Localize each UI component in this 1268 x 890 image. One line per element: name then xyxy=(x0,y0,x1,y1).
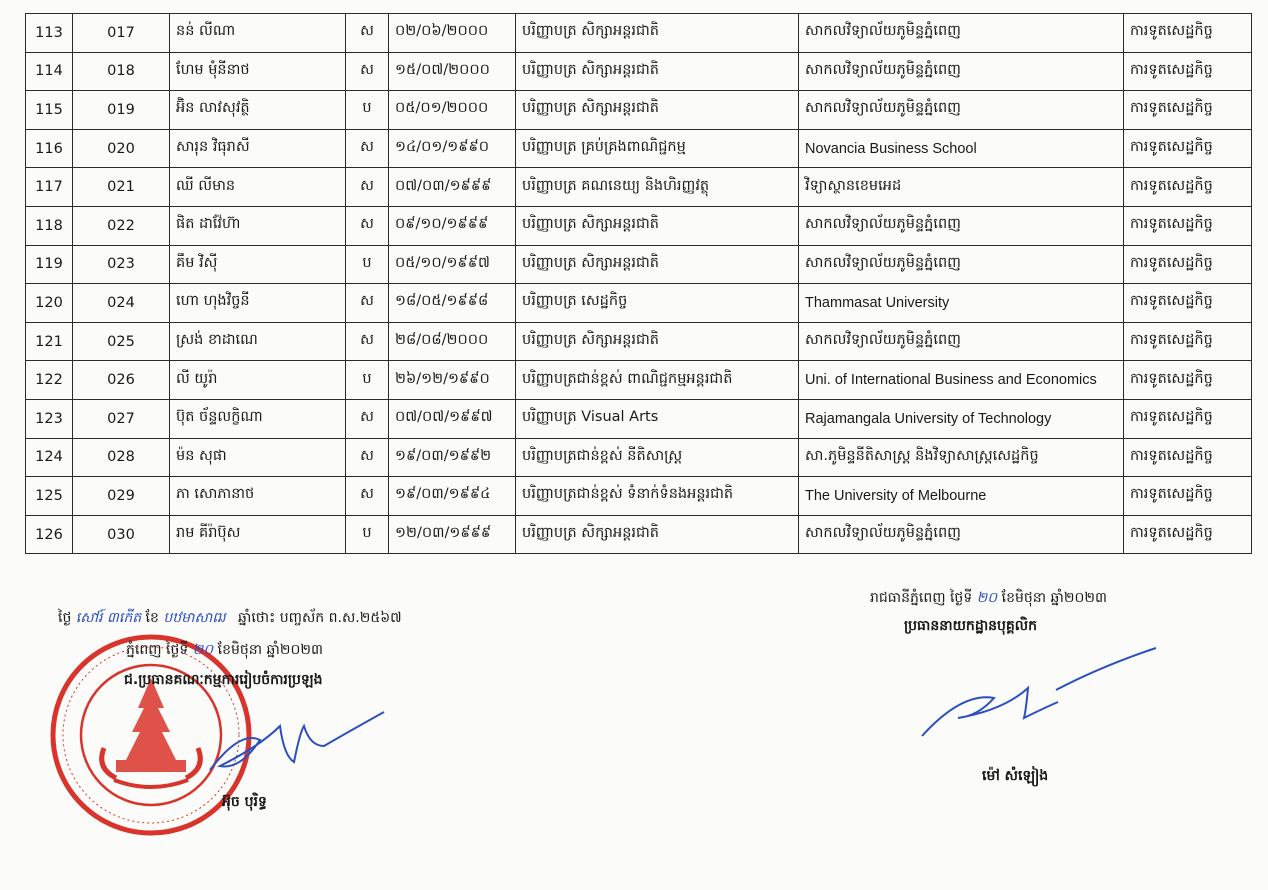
birth-date-cell: ០៧/០៣/១៩៩៩ xyxy=(389,168,516,207)
university-cell: សា.ភូមិន្ទនីតិសាស្ត្រ និងវិទ្យាសាស្ត្រសេដ្ឋកិច្ច xyxy=(799,438,1124,477)
ministry-cell: ការទូតសេដ្ឋកិច្ច xyxy=(1124,91,1252,130)
sex-cell: ស xyxy=(346,52,389,91)
degree-cell: បរិញ្ញាបត្រ សេដ្ឋកិច្ច xyxy=(516,284,799,323)
name-cell: ម៉ន សុផា xyxy=(170,438,346,477)
candidate-table xyxy=(25,13,1252,554)
sex-cell: ប xyxy=(346,361,389,400)
row-number-cell: 125 xyxy=(26,477,73,516)
name-cell: ឈី លីមាន xyxy=(170,168,346,207)
name-cell: ភា សោភានាថ xyxy=(170,477,346,516)
university-cell: Rajamangala University of Technology xyxy=(799,399,1124,438)
ministry-cell: ការទូតសេដ្ឋកិច្ច xyxy=(1124,52,1252,91)
candidate-code-cell: 018 xyxy=(73,52,170,91)
sex-cell: ស xyxy=(346,14,389,53)
university-cell: សាកលវិទ្យាល័យភូមិន្ទភ្នំពេញ xyxy=(799,91,1124,130)
name-cell: រាម គីរ៉ាប៊ុស xyxy=(170,515,346,554)
sex-cell: ស xyxy=(346,477,389,516)
birth-date-cell: ២៨/០៨/២០០០ xyxy=(389,322,516,361)
candidate-code-cell: 025 xyxy=(73,322,170,361)
table-row xyxy=(26,438,1252,477)
name-cell: នន់ លីណា xyxy=(170,14,346,53)
candidate-code-cell: 021 xyxy=(73,168,170,207)
birth-date-cell: ០៩/១០/១៩៩៩ xyxy=(389,206,516,245)
degree-cell: បរិញ្ញាបត្រ សិក្សាអន្តរជាតិ xyxy=(516,515,799,554)
right-date-line: រាជធានីភ្នំពេញ ថ្ងៃទី ២០ ខែមិថុនា ឆ្នាំ២០២៣ xyxy=(870,590,1107,606)
name-cell: ប៊ុត ច័ន្ទលក្ខិណា xyxy=(170,399,346,438)
ministry-cell: ការទូតសេដ្ឋកិច្ច xyxy=(1124,129,1252,168)
personnel-dept-title: ប្រធាននាយកដ្ឋានបុគ្គលិក xyxy=(904,618,1038,634)
sex-cell: ប xyxy=(346,91,389,130)
degree-cell: បរិញ្ញាបត្រ គ្រប់គ្រងពាណិជ្ជកម្ម xyxy=(516,129,799,168)
row-number-cell: 116 xyxy=(26,129,73,168)
sex-cell: ស xyxy=(346,399,389,438)
personnel-dept-signature-block xyxy=(840,586,1240,806)
table-row xyxy=(26,284,1252,323)
university-cell: សាកលវិទ្យាល័យភូមិន្ទភ្នំពេញ xyxy=(799,245,1124,284)
degree-cell: បរិញ្ញាបត្រ សិក្សាអន្តរជាតិ xyxy=(516,91,799,130)
gregorian-date-line: ភ្នំពេញ ថ្ងៃទី ២០ ខែមិថុនា ឆ្នាំ២០២៣ xyxy=(126,642,323,658)
row-number-cell: 113 xyxy=(26,14,73,53)
table-row xyxy=(26,91,1252,130)
birth-date-cell: ០៥/០១/២០០០ xyxy=(389,91,516,130)
table-row xyxy=(26,14,1252,53)
left-handwritten-signature xyxy=(190,698,390,788)
candidate-code-cell: 028 xyxy=(73,438,170,477)
sex-cell: ស xyxy=(346,284,389,323)
name-cell: អ៊ិន លាវសុវត្ថិ xyxy=(170,91,346,130)
row-number-cell: 126 xyxy=(26,515,73,554)
row-number-cell: 117 xyxy=(26,168,73,207)
birth-date-cell: ១៤/០១/១៩៩០ xyxy=(389,129,516,168)
candidate-code-cell: 026 xyxy=(73,361,170,400)
birth-date-cell: ០៧/០៧/១៩៩៧ xyxy=(389,399,516,438)
ministry-cell: ការទូតសេដ្ឋកិច្ច xyxy=(1124,284,1252,323)
name-cell: ផិត ដាវ៉ែហ៊ា xyxy=(170,206,346,245)
name-cell: សារុន វិធុរាសី xyxy=(170,129,346,168)
university-cell: The University of Melbourne xyxy=(799,477,1124,516)
birth-date-cell: ១២/០៣/១៩៩៩ xyxy=(389,515,516,554)
table-row xyxy=(26,52,1252,91)
university-cell: សាកលវិទ្យាល័យភូមិន្ទភ្នំពេញ xyxy=(799,14,1124,53)
birth-date-cell: ១៥/០៧/២០០០ xyxy=(389,52,516,91)
candidate-code-cell: 029 xyxy=(73,477,170,516)
degree-cell: បរិញ្ញាបត្រជាន់ខ្ពស់ នីតិសាស្ត្រ xyxy=(516,438,799,477)
ministry-cell: ការទូតសេដ្ឋកិច្ច xyxy=(1124,168,1252,207)
sex-cell: ស xyxy=(346,206,389,245)
table-row xyxy=(26,322,1252,361)
degree-cell: បរិញ្ញាបត្រជាន់ខ្ពស់ ពាណិជ្ជកម្មអន្តរជាតិ xyxy=(516,361,799,400)
university-cell: សាកលវិទ្យាល័យភូមិន្ទភ្នំពេញ xyxy=(799,322,1124,361)
sex-cell: ប xyxy=(346,245,389,284)
left-signer-name: អ៊ុច បុរិទ្ធ xyxy=(222,794,267,810)
committee-title: ជ.ប្រធានគណៈកម្មការរៀបចំការប្រឡង xyxy=(124,672,323,688)
candidate-code-cell: 019 xyxy=(73,91,170,130)
name-cell: ហោ ហុងវិច្ចនី xyxy=(170,284,346,323)
university-cell: Uni. of International Business and Economics xyxy=(799,361,1124,400)
degree-cell: បរិញ្ញាបត្រ គណនេយ្យ និងហិរញ្ញវត្ថុ xyxy=(516,168,799,207)
name-cell: គឹម វិស៊ី xyxy=(170,245,346,284)
ministry-cell: ការទូតសេដ្ឋកិច្ច xyxy=(1124,14,1252,53)
table-row xyxy=(26,129,1252,168)
table-row xyxy=(26,399,1252,438)
row-number-cell: 122 xyxy=(26,361,73,400)
sex-cell: ស xyxy=(346,129,389,168)
sex-cell: ស xyxy=(346,168,389,207)
ministry-cell: ការទូតសេដ្ឋកិច្ច xyxy=(1124,438,1252,477)
row-number-cell: 124 xyxy=(26,438,73,477)
right-signer-name: ម៉ៅ សំឡៀង xyxy=(982,768,1049,784)
table-row xyxy=(26,168,1252,207)
ministry-cell: ការទូតសេដ្ឋកិច្ច xyxy=(1124,477,1252,516)
row-number-cell: 120 xyxy=(26,284,73,323)
row-number-cell: 123 xyxy=(26,399,73,438)
candidate-code-cell: 017 xyxy=(73,14,170,53)
ministry-cell: ការទូតសេដ្ឋកិច្ច xyxy=(1124,245,1252,284)
row-number-cell: 114 xyxy=(26,52,73,91)
table-row xyxy=(26,477,1252,516)
table-row xyxy=(26,206,1252,245)
university-cell: សាកលវិទ្យាល័យភូមិន្ទភ្នំពេញ xyxy=(799,52,1124,91)
degree-cell: បរិញ្ញាបត្រ សិក្សាអន្តរជាតិ xyxy=(516,14,799,53)
university-cell: សាកលវិទ្យាល័យភូមិន្ទភ្នំពេញ xyxy=(799,515,1124,554)
university-cell: សាកលវិទ្យាល័យភូមិន្ទភ្នំពេញ xyxy=(799,206,1124,245)
birth-date-cell: ១៨/០៥/១៩៩៨ xyxy=(389,284,516,323)
ministry-cell: ការទូតសេដ្ឋកិច្ច xyxy=(1124,361,1252,400)
candidate-code-cell: 020 xyxy=(73,129,170,168)
name-cell: ហែម មុំនីនាថ xyxy=(170,52,346,91)
candidate-code-cell: 030 xyxy=(73,515,170,554)
degree-cell: បរិញ្ញាបត្រ សិក្សាអន្តរជាតិ xyxy=(516,322,799,361)
row-number-cell: 119 xyxy=(26,245,73,284)
degree-cell: បរិញ្ញាបត្រ Visual Arts xyxy=(516,399,799,438)
degree-cell: បរិញ្ញាបត្រជាន់ខ្ពស់ ទំនាក់ទំនងអន្តរជាតិ xyxy=(516,477,799,516)
table-row xyxy=(26,515,1252,554)
row-number-cell: 118 xyxy=(26,206,73,245)
candidate-code-cell: 027 xyxy=(73,399,170,438)
degree-cell: បរិញ្ញាបត្រ សិក្សាអន្តរជាតិ xyxy=(516,245,799,284)
name-cell: ស្រង់ ខាដាណេ xyxy=(170,322,346,361)
birth-date-cell: ២៦/១២/១៩៩០ xyxy=(389,361,516,400)
row-number-cell: 115 xyxy=(26,91,73,130)
lunar-date-line: ថ្ងៃ សៅរ៍ ៣កើត ខែ បឋមាសាឍ ឆ្នាំថោះ បញ្ចស័ក ព.ស.២៥៦៧ xyxy=(58,610,402,626)
ministry-cell: ការទូតសេដ្ឋកិច្ច xyxy=(1124,399,1252,438)
row-number-cell: 121 xyxy=(26,322,73,361)
candidate-code-cell: 022 xyxy=(73,206,170,245)
birth-date-cell: ០៥/១០/១៩៩៧ xyxy=(389,245,516,284)
degree-cell: បរិញ្ញាបត្រ សិក្សាអន្តរជាតិ xyxy=(516,52,799,91)
ministry-cell: ការទូតសេដ្ឋកិច្ច xyxy=(1124,322,1252,361)
birth-date-cell: ១៩/០៣/១៩៩៤ xyxy=(389,477,516,516)
table-row xyxy=(26,361,1252,400)
birth-date-cell: ១៩/០៣/១៩៩២ xyxy=(389,438,516,477)
sex-cell: ប xyxy=(346,515,389,554)
exam-committee-signature-block xyxy=(40,594,560,884)
university-cell: Novancia Business School xyxy=(799,129,1124,168)
university-cell: វិទ្យាស្ថានខេមអេដ xyxy=(799,168,1124,207)
right-handwritten-signature xyxy=(918,642,1168,742)
candidate-code-cell: 023 xyxy=(73,245,170,284)
birth-date-cell: ០២/០៦/២០០០ xyxy=(389,14,516,53)
ministry-cell: ការទូតសេដ្ឋកិច្ច xyxy=(1124,515,1252,554)
name-cell: លី យូរ៉ា xyxy=(170,361,346,400)
sex-cell: ស xyxy=(346,438,389,477)
university-cell: Thammasat University xyxy=(799,284,1124,323)
candidate-code-cell: 024 xyxy=(73,284,170,323)
ministry-cell: ការទូតសេដ្ឋកិច្ច xyxy=(1124,206,1252,245)
sex-cell: ស xyxy=(346,322,389,361)
table-row xyxy=(26,245,1252,284)
degree-cell: បរិញ្ញាបត្រ សិក្សាអន្តរជាតិ xyxy=(516,206,799,245)
